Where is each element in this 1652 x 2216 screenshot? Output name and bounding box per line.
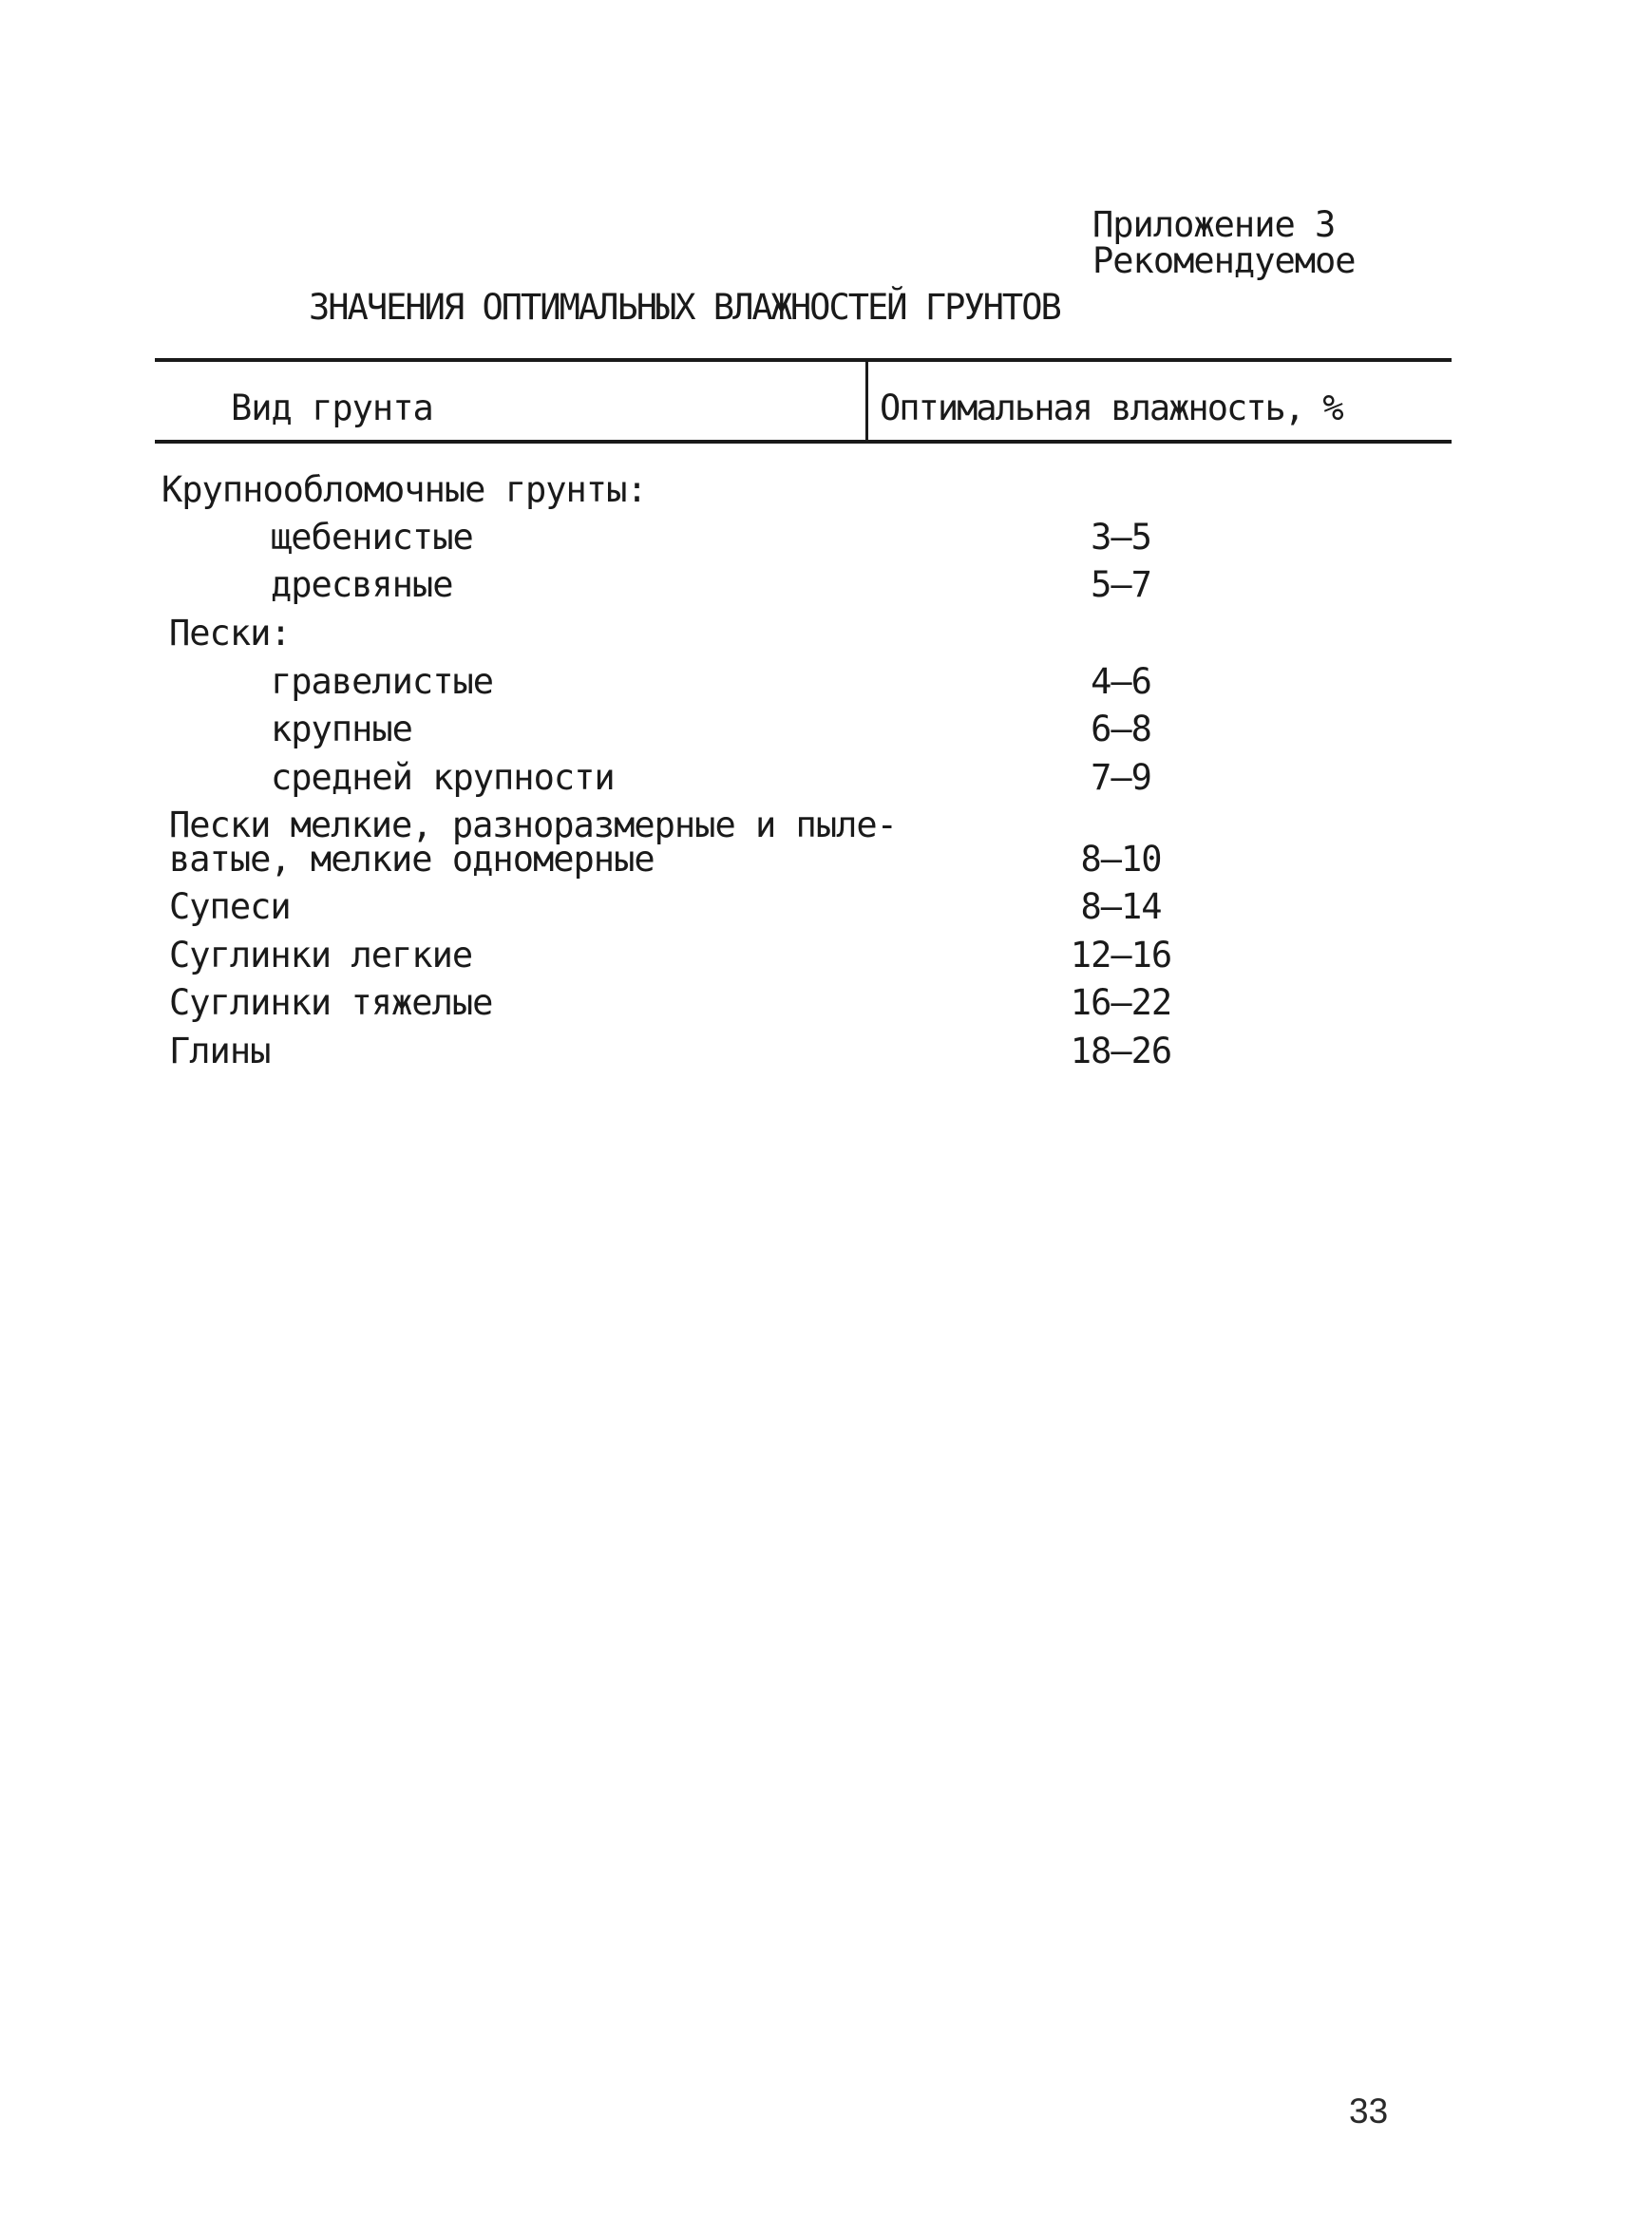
row-label-continued: ватые, мелкие одномерные: [169, 839, 655, 880]
table-column-divider: [865, 361, 868, 443]
row-value: 3–5: [1091, 517, 1151, 558]
row-value: 6–8: [1091, 709, 1151, 749]
appendix-note: [1092, 204, 1356, 281]
row-value: 4–6: [1091, 661, 1151, 702]
row-value: 18–26: [1070, 1031, 1172, 1071]
row-value: 5–7: [1091, 564, 1151, 605]
table-header-moisture: Оптимальная влажность, %: [880, 388, 1342, 428]
appendix-status: Рекомендуемое: [1092, 240, 1356, 281]
row-value: 8–14: [1080, 886, 1162, 927]
row-value: 8–10: [1080, 839, 1162, 880]
row-label: Суглинки легкие: [169, 935, 473, 975]
row-label: Пески:: [169, 613, 291, 653]
row-label: крупные: [271, 709, 412, 749]
page-number: 33: [1349, 2092, 1389, 2131]
row-label: Суглинки тяжелые: [169, 982, 493, 1023]
row-label: щебенистые: [271, 517, 473, 558]
row-value: 12–16: [1070, 935, 1172, 975]
row-label: гравелистые: [271, 661, 494, 702]
row-label: Супеси: [169, 886, 291, 927]
row-label: Пески мелкие, разноразмерные и пыле-: [169, 805, 897, 845]
appendix-number: Приложение 3: [1092, 204, 1336, 245]
row-value: 16–22: [1070, 982, 1172, 1023]
document-title: ЗНАЧЕНИЯ ОПТИМАЛЬНЫХ ВЛАЖНОСТЕЙ ГРУНТОВ: [309, 287, 1060, 328]
row-label: Крупнообломочные грунты:: [161, 469, 647, 510]
row-label: средней крупности: [271, 757, 615, 798]
table-top-rule: [155, 358, 1452, 362]
table-header-soil-type: Вид грунта: [231, 388, 433, 428]
row-value: 7–9: [1091, 757, 1151, 798]
table-header-rule: [155, 440, 1452, 444]
row-label: Глины: [169, 1031, 271, 1071]
row-label: дресвяные: [271, 564, 453, 605]
